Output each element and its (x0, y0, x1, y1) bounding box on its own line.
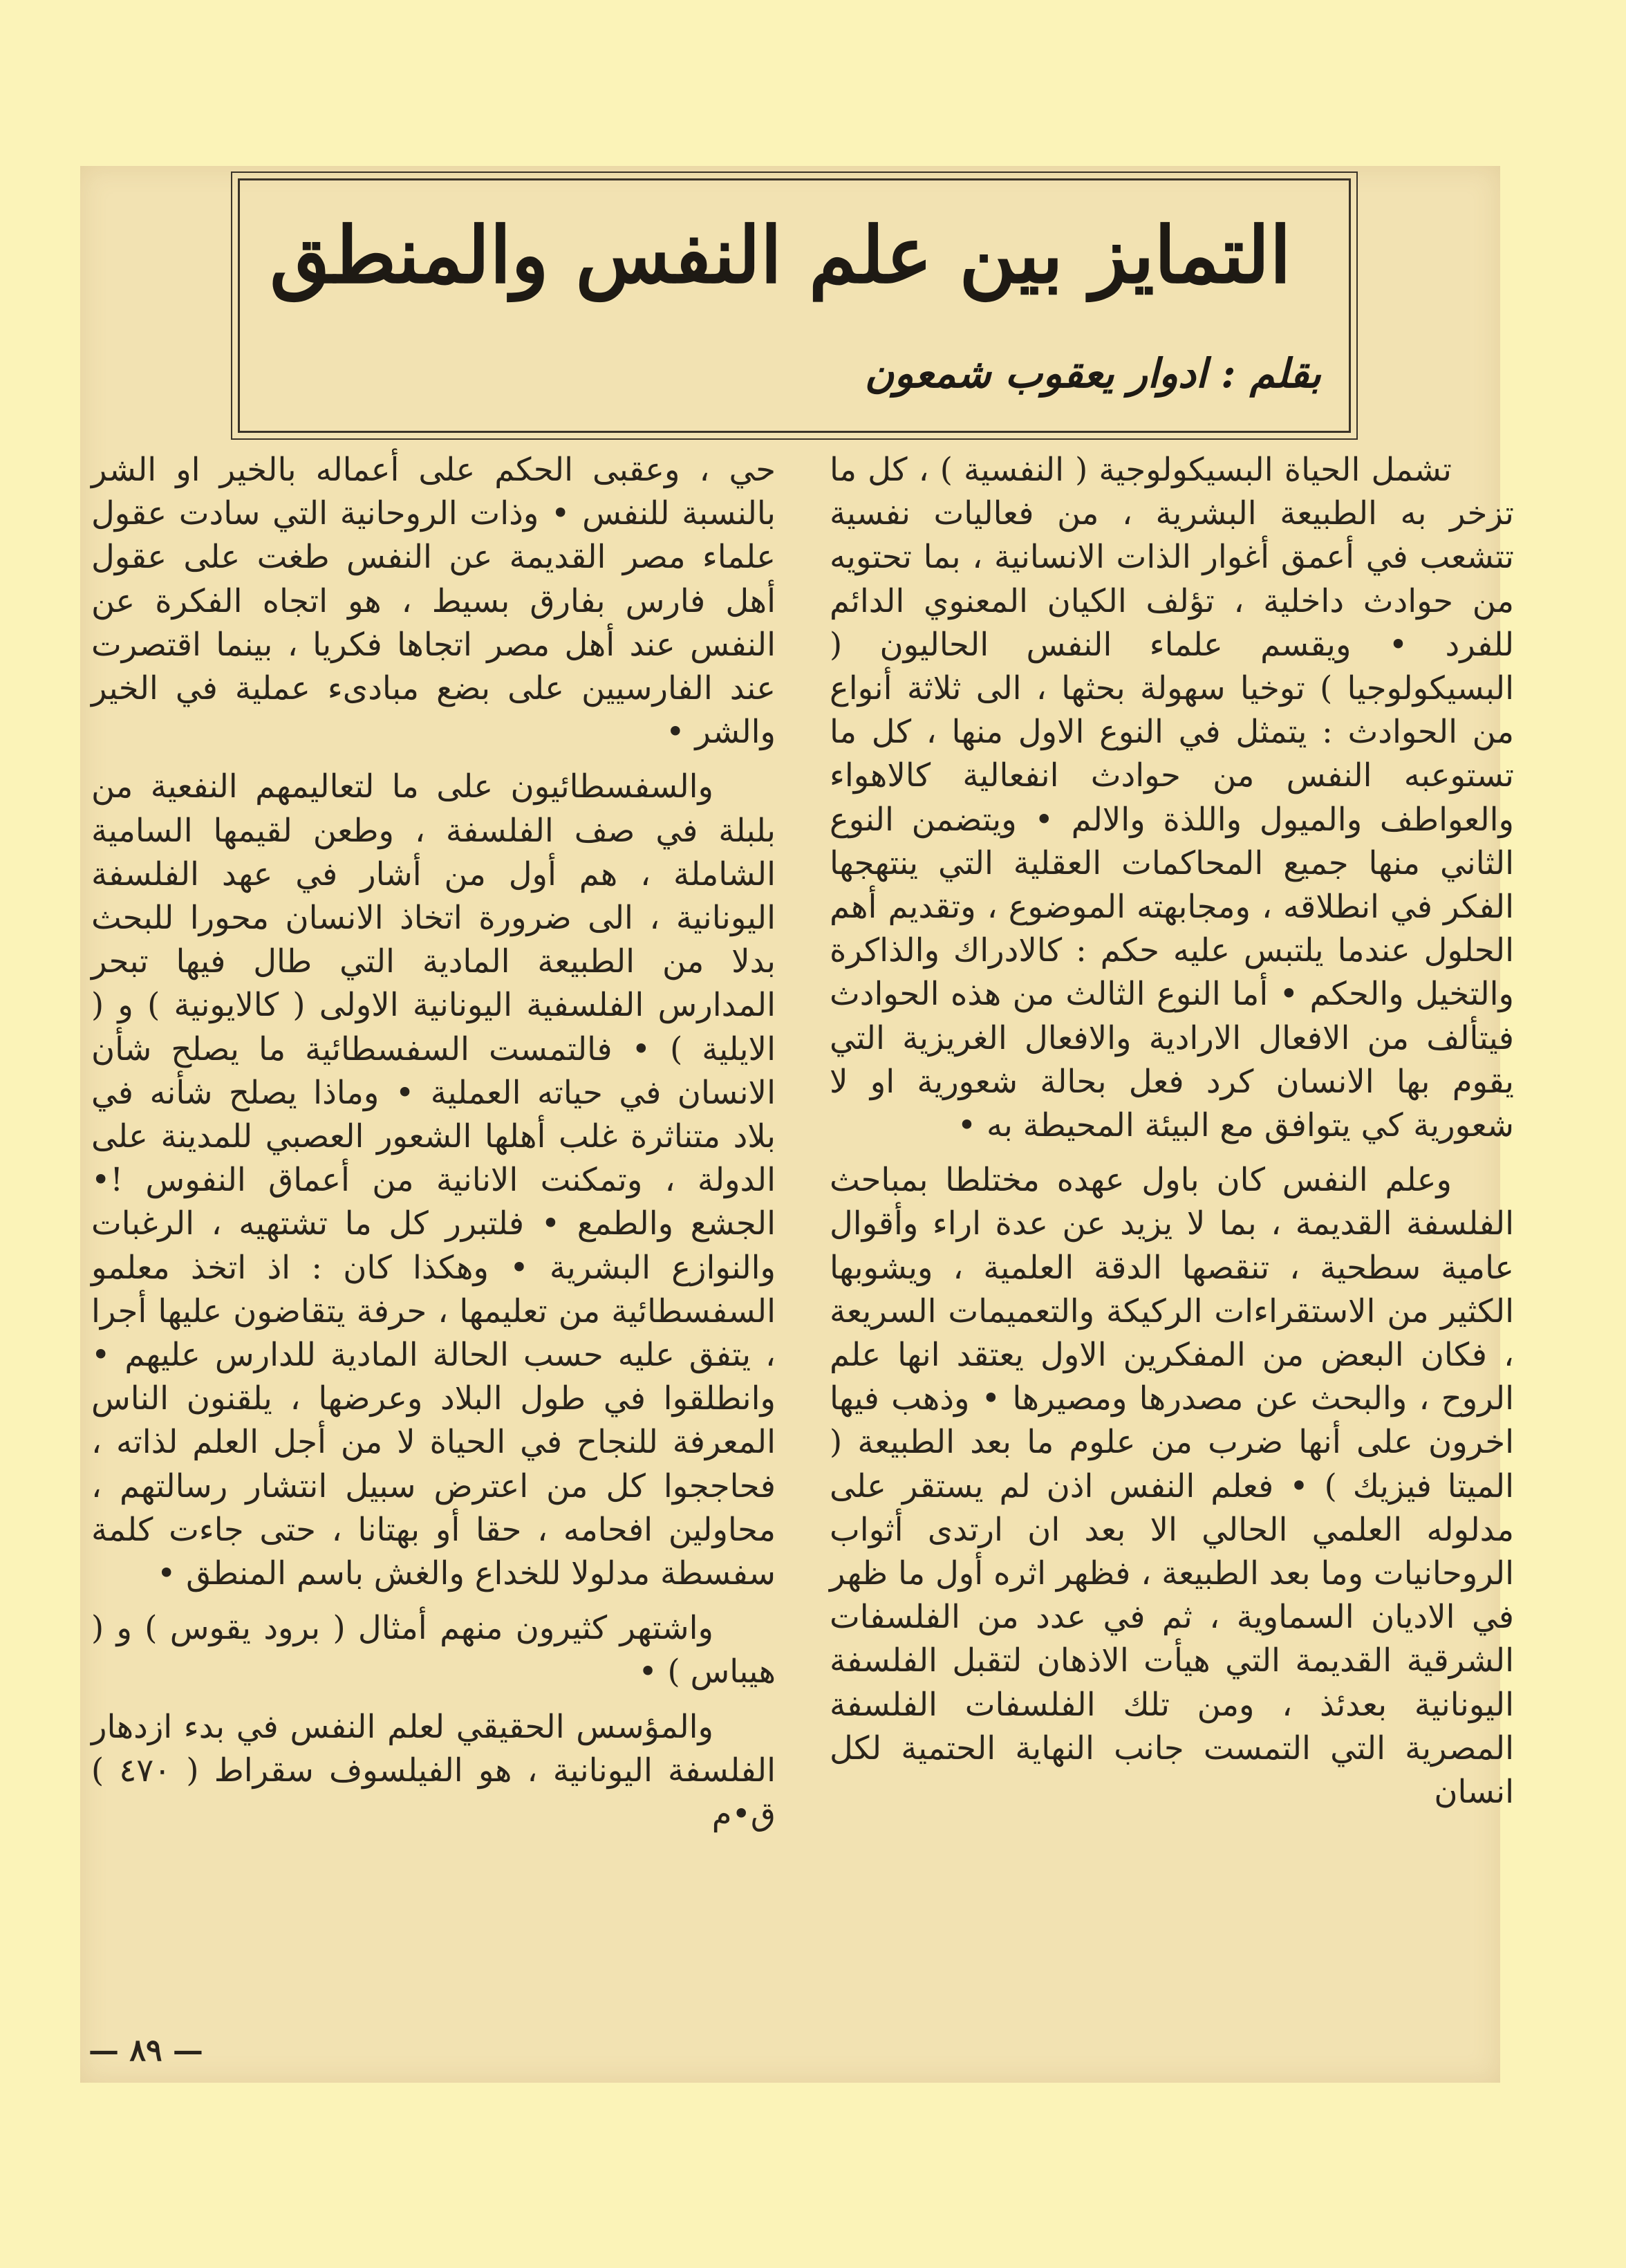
paragraph: والمؤسس الحقيقي لعلم النفس في بدء ازدهار الفلسفة اليونانية ، هو الفيلسوف سقراط ( ٤٧٠ ) ق•م (91, 1707, 776, 1833)
right-column (830, 448, 1514, 1825)
page-number: — ٨٩ — (88, 2033, 203, 2068)
paragraph: وعلم النفس كان باول عهده مختلطا بمباحث الفلسفة القديمة ، بما لا يزيد عن عدة اراء وأقوال عامية سطحية ، تنقصها الدقة العلمية ، ويشوبها الكثير من الاستقراءات الركيكة والتعميمات السريعة ، فكان البعض من المفكرين الاول يعتقد انها علم الروح ، والبحث عن مصدرها ومصيرها • وذهب فيها اخرون على أنها ضرب من علوم ما بعد الطبيعة ( الميتا فيزيك ) • فعلم النفس اذن لم يستقر على مدلوله العلمي الحالي الا بعد ان ارتدى أثواب الروحانيات وما بعد الطبيعة ، فظهر اثره أول ما ظهر في الاديان السماوية ، ثم في عدد من الفلسفات الشرقية القديمة التي هيأت الاذهان لتقبل الفلسفة اليونانية بعدئذ ، ومن تلك الفلسفات الفلسفة المصرية التي التمست جانب النهاية الحتمية لكل انسان (830, 1161, 1514, 1811)
article-byline: بقلم : ادوار يعقوب شمعون (864, 350, 1321, 397)
title-box (238, 178, 1351, 433)
paragraph: حي ، وعقبى الحكم على أعماله بالخير او الشر بالنسبة للنفس • وذات الروحانية التي سادت عقول علماء مصر القديمة عن النفس طغت على عقول أهل فارس بفارق بسيط ، هو اتجاه الفكرة عن النفس عند أهل مصر اتجاها فكريا ، بينما اقتصرت عند الفارسيين على بضع مبادىء عملية في الخير والشر • (91, 451, 776, 751)
paragraph: تشمل الحياة البسيكولوجية ( النفسية ) ، كل ما تزخر به الطبيعة البشرية ، من فعاليات نفسية تتشعب في أعمق أغوار الذات الانسانية ، بما تحتويه من حوادث داخلية ، تؤلف الكيان المعنوي الدائم للفرد • ويقسم علماء النفس الحاليون ( البسيكولوجيا ) توخيا سهولة بحثها ، الى ثلاثة أنواع من الحوادث : يتمثل في النوع الاول منها ، كل ما تستوعبه النفس من حوادث انفعالية كالاهواء والعواطف والميول واللذة والالم • ويتضمن النوع الثاني منها جميع المحاكمات العقلية التي ينتهجها الفكر في انطلاقه ، ومجابهته الموضوع ، وتقديم أهم الحلول عندما يلتبس عليه حكم : كالادراك والذاكرة والتخيل والحكم • أما النوع الثالث من هذه الحوادث فيتألف من الافعال الارادية والافعال الغريزية التي يقوم بها الانسان كرد فعل بحالة شعورية او لا شعورية كي يتوافق مع البيئة المحيطة به • (830, 451, 1514, 1144)
paragraph: والسفسطائيون على ما لتعاليمهم النفعية من بلبلة في صف الفلسفة ، وطعن لقيمها السامية الشاملة ، هم أول من أشار في عهد الفلسفة اليونانية ، الى ضرورة اتخاذ الانسان محورا للبحث بدلا من الطبيعة المادية التي طال فيها تبحر المدارس الفلسفية اليونانية الاولى ( كالايونية ) و ( الايلية ) • فالتمست السفسطائية ما يصلح شأن الانسان في حياته العملية • وماذا يصلح شأنه في بلاد متناثرة غلب أهلها الشعور العصبي للمدينة على الدولة ، وتمكنت الانانية من أعماق النفوس !• الجشع والطمع • فلتبرر كل ما تشتهيه ، الرغبات والنوازع البشرية • وهكذا كان : اذ اتخذ معلمو السفسطائية من تعليمها ، حرفة يتقاضون عليها أجرا ، يتفق عليه حسب الحالة المادية للدارس عليهم • وانطلقوا في طول البلاد وعرضها ، يلقنون الناس المعرفة للنجاح في الحياة لا من أجل العلم لذاته ، فحاججوا كل من اعترض سبيل انتشار رسالتهم ، محاولين افحامه ، حقا أو بهتانا ، حتى جاءت كلمة سفسطة مدلولا للخداع والغش باسم المنطق • (91, 768, 776, 1592)
paragraph: واشتهر كثيرون منهم أمثال ( برود يقوس ) و ( هيباس ) • (91, 1609, 776, 1691)
article-title: التمايز بين علم النفس والمنطق (270, 210, 1291, 301)
left-column (91, 448, 776, 1847)
